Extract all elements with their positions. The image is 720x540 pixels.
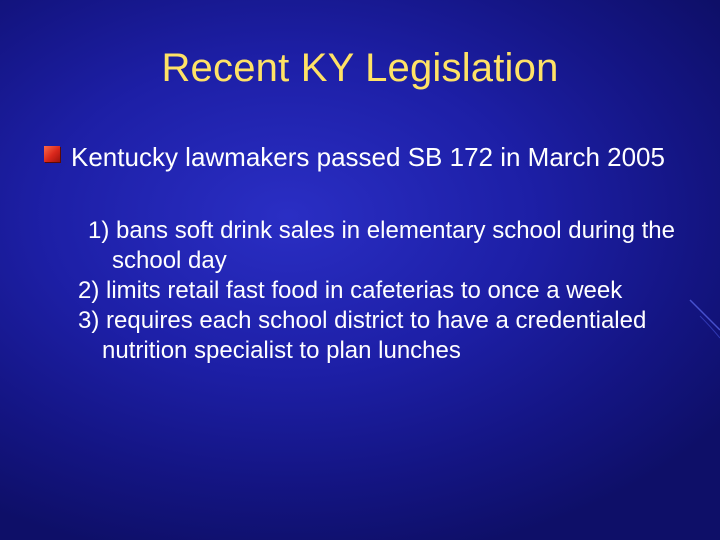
sub-item-1: 1) bans soft drink sales in elementary school during the school day xyxy=(88,217,675,274)
sub-list xyxy=(78,216,678,366)
slide-title: Recent KY Legislation xyxy=(161,46,559,90)
square-bullet-icon xyxy=(44,146,60,162)
bullet-text: Kentucky lawmakers passed SB 172 in March 2005 xyxy=(71,142,665,172)
sub-item-2: 2) limits retail fast food in cafeterias to once a week xyxy=(78,277,623,304)
sub-item-3: 3) requires each school district to have a credentialed nutrition specialist to plan lunches xyxy=(78,307,647,364)
bullet-item xyxy=(44,140,684,174)
